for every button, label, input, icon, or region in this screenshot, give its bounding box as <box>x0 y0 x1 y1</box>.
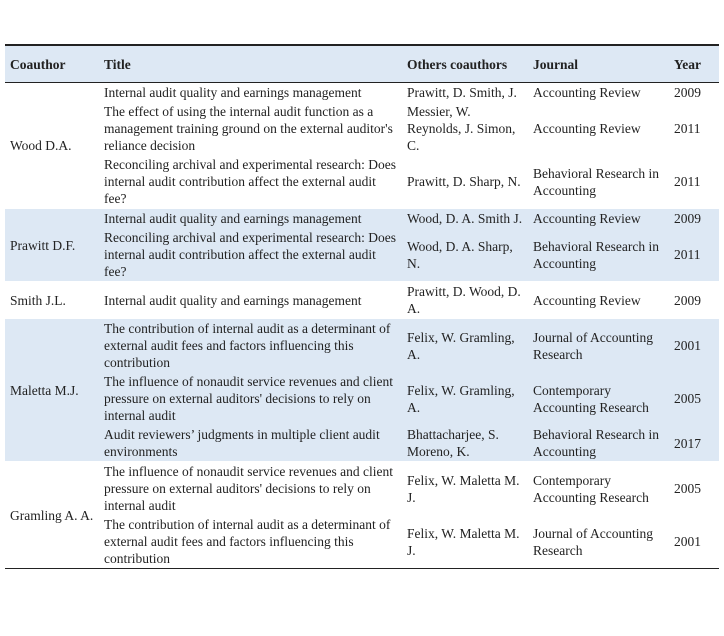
journal-cell: Contemporary Accounting Research <box>533 382 649 415</box>
table-row <box>5 462 719 516</box>
coauthor-cell: Prawitt D.F. <box>10 237 76 253</box>
header-year: Year <box>674 56 701 72</box>
others-cell: Messier, W. Reynolds, J. Simon, C. <box>407 104 516 153</box>
others-cell: Bhattacharjee, S. Moreno, K. <box>407 427 499 459</box>
title-cell: Internal audit quality and earnings management <box>104 85 362 100</box>
table-row <box>5 282 719 319</box>
year-cell: 2017 <box>674 435 701 451</box>
journal-cell: Accounting Review <box>533 121 641 136</box>
others-cell: Felix, W. Gramling, A. <box>407 329 515 362</box>
year-cell: 2011 <box>674 121 701 136</box>
others-cell: Wood, D. A. Sharp, N. <box>407 238 513 271</box>
others-cell: Prawitt, D. Sharp, N. <box>407 174 521 189</box>
journal-cell: Journal of Accounting Research <box>533 525 653 558</box>
journal-cell: Accounting Review <box>533 292 641 308</box>
year-cell: 2011 <box>674 174 701 189</box>
year-cell: 2009 <box>674 211 701 226</box>
coauthor-cell: Maletta M.J. <box>10 382 79 398</box>
table-row <box>5 209 719 229</box>
others-cell: Wood, D. A. Smith J. <box>407 211 523 226</box>
coauthor-cell: Gramling A. A. <box>10 507 94 523</box>
table-row <box>5 102 719 155</box>
year-cell: 2005 <box>674 481 701 496</box>
title-cell: Audit reviewers’ judgments in multiple client audit environments <box>104 427 380 459</box>
title-cell: The contribution of internal audit as a determinant of external audit fees and factors influencing this contribution <box>104 517 391 566</box>
title-cell: The contribution of internal audit as a determinant of external audit fees and factors influencing this contribution <box>104 321 391 370</box>
header-title: Title <box>104 56 131 72</box>
journal-cell: Contemporary Accounting Research <box>533 472 649 505</box>
year-cell: 2001 <box>674 338 701 353</box>
coauthor-group <box>5 209 719 282</box>
table-header <box>5 45 719 83</box>
title-cell: The influence of nonaudit service revenues and client pressure on external auditors' decisions to rely on internal audit <box>104 464 394 513</box>
year-cell: 2011 <box>674 247 701 262</box>
table-row <box>5 319 719 373</box>
title-cell: Internal audit quality and earnings management <box>104 211 362 226</box>
title-cell: Internal audit quality and earnings management <box>104 292 362 308</box>
year-cell: 2009 <box>674 85 701 100</box>
table-row <box>5 228 719 282</box>
coauthor-group <box>5 282 719 319</box>
title-cell: Reconciling archival and experimental research: Does internal audit contribution affect the external audit fee? <box>104 157 396 206</box>
journal-cell: Accounting Review <box>533 85 641 100</box>
table-row <box>5 425 719 462</box>
table-row <box>5 155 719 209</box>
others-cell: Prawitt, D. Smith, J. <box>407 85 517 100</box>
header-coauthor: Coauthor <box>10 56 66 72</box>
journal-cell: Accounting Review <box>533 211 641 226</box>
others-cell: Felix, W. Maletta M. J. <box>407 525 520 558</box>
coauthor-cell: Wood D.A. <box>10 138 72 153</box>
title-cell: The effect of using the internal audit function as a management training ground on the external auditor's reliance decision <box>104 104 393 153</box>
table-row <box>5 515 719 569</box>
coauthor-cell: Smith J.L. <box>10 292 66 308</box>
journal-cell: Behavioral Research in Accounting <box>533 165 659 198</box>
year-cell: 2001 <box>674 534 701 549</box>
coauthor-group <box>5 462 719 569</box>
year-cell: 2009 <box>674 292 701 308</box>
journal-cell: Journal of Accounting Research <box>533 329 653 362</box>
journal-cell: Behavioral Research in Accounting <box>533 427 659 459</box>
title-cell: Reconciling archival and experimental research: Does internal audit contribution affect the external audit fee? <box>104 230 396 279</box>
journal-cell: Behavioral Research in Accounting <box>533 238 659 271</box>
title-cell: The influence of nonaudit service revenues and client pressure on external auditors' decisions to rely on internal audit <box>104 374 394 423</box>
header-journal: Journal <box>533 56 579 72</box>
coauthor-table <box>5 44 719 569</box>
others-cell: Felix, W. Gramling, A. <box>407 382 515 415</box>
table-row <box>5 372 719 425</box>
header-others: Others coauthors <box>407 56 508 72</box>
table-row <box>5 83 719 103</box>
coauthor-group <box>5 319 719 462</box>
others-cell: Prawitt, D. Wood, D. A. <box>407 284 521 316</box>
year-cell: 2005 <box>674 391 701 406</box>
others-cell: Felix, W. Maletta M. J. <box>407 472 520 505</box>
coauthor-group <box>5 83 719 209</box>
